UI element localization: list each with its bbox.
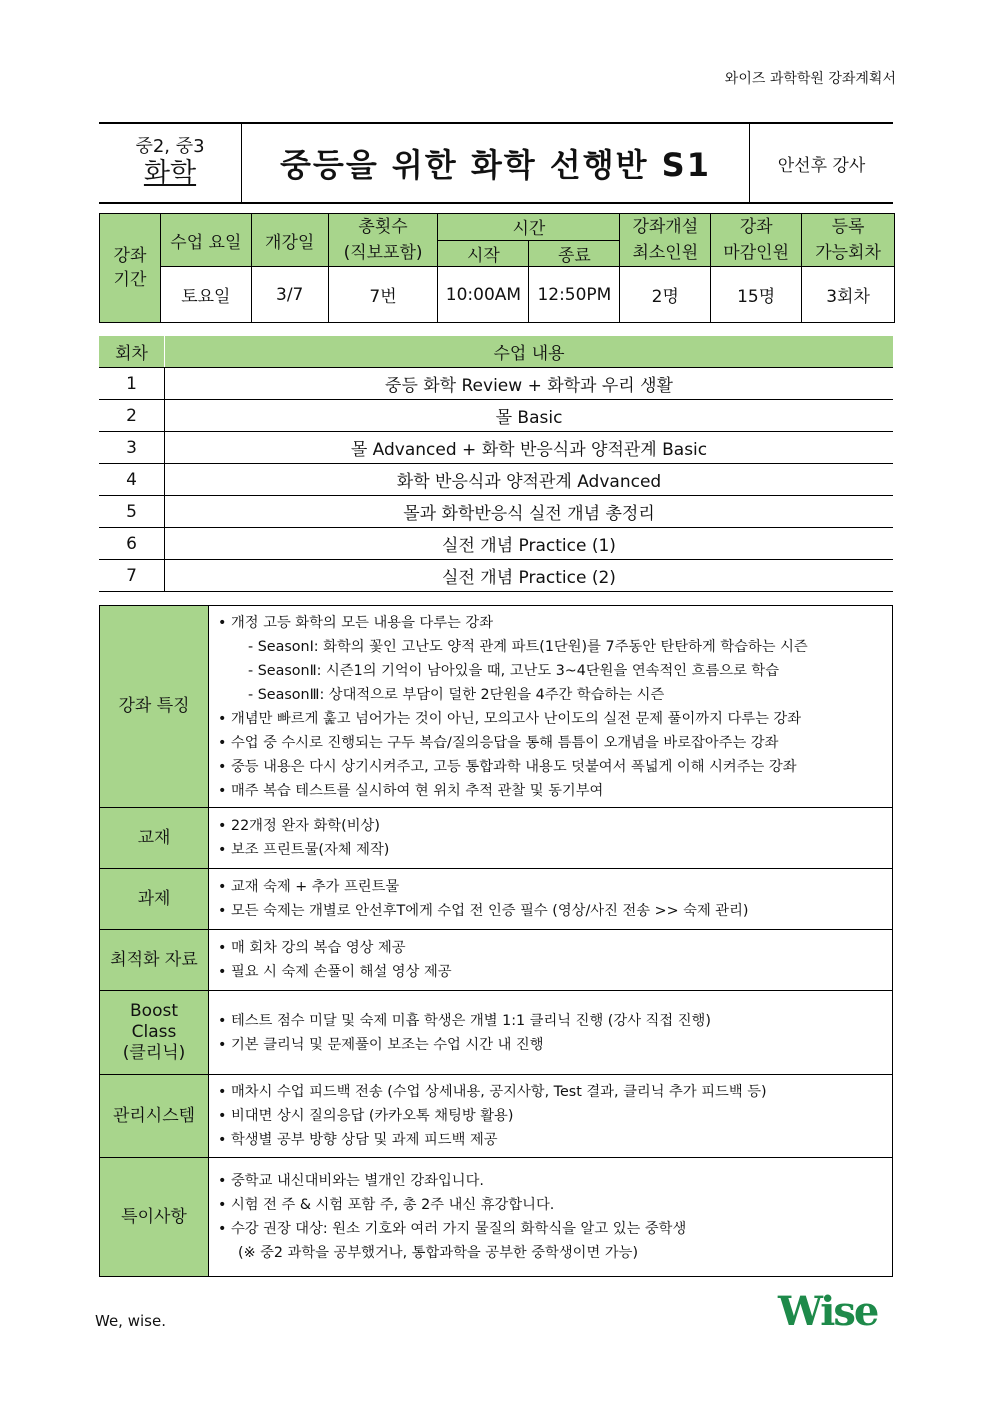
- list-item: • 수강 권장 대상: 원소 기호와 여러 가지 물질의 화학식을 알고 있는 중학생: [218, 1221, 687, 1237]
- max-header-line2: 마감인원: [723, 243, 789, 263]
- session-content: 실전 개념 Practice (2): [165, 560, 894, 592]
- table-row: [99, 368, 893, 400]
- list-item: • 개정 고등 화학의 모든 내용을 다루는 강좌: [218, 614, 494, 631]
- session-number: 3: [99, 432, 165, 464]
- course-title-cell: [242, 124, 750, 202]
- boost-label-line1: Boost: [130, 1001, 178, 1021]
- list-item: • 매 회차 강의 복습 영상 제공: [218, 940, 406, 956]
- footer-slogan: We, wise.: [95, 1312, 166, 1330]
- list-item: • 중학교 내신대비와는 별개인 강좌입니다.: [218, 1173, 484, 1189]
- day-header: 수업 요일: [160, 214, 251, 267]
- list-item: • 시험 전 주 & 시험 포함 주, 총 2주 내신 휴강합니다.: [218, 1197, 555, 1213]
- list-item: • 모든 숙제는 개별로 안선후T에게 수업 전 인증 필수 (영상/사진 전송 >> 숙제 관리): [218, 903, 749, 919]
- list-item: • 수업 중 수시로 진행되는 구두 복습/질의응답을 통해 틈틈이 오개념을 바로잡아주는 강좌: [218, 734, 779, 751]
- total-sessions-header: [328, 214, 438, 267]
- list-item: • 비대면 상시 질의응답 (카카오톡 채팅방 활용): [218, 1108, 514, 1124]
- list-item: • 기본 클리닉 및 문제풀이 보조는 수업 시간 내 진행: [218, 1036, 544, 1053]
- min-enrollment-value: 2명: [620, 267, 711, 323]
- list-item: - SeasonⅡ: 시즌1의 기억이 남아있을 때, 고난도 3~4단원을 연속적인 흐름으로 학습: [248, 662, 780, 679]
- table-row: [99, 528, 893, 560]
- course-title: 중등을 위한 화학 선행반 S1: [280, 146, 711, 184]
- enroll-header-line2: 가능회차: [815, 243, 881, 263]
- max-header-line1: 강좌: [739, 217, 773, 237]
- session-number: 1: [99, 368, 165, 400]
- list-item: • 중등 내용은 다시 상기시켜주고, 고등 통합과학 내용도 덧붙여서 폭넓게 이해 시켜주는 강좌: [218, 758, 797, 775]
- subject-label: 화학: [143, 158, 197, 189]
- min-header-line1: 강좌개설: [632, 217, 699, 237]
- title-block: [99, 122, 893, 204]
- enrollable-session-value: 3회차: [802, 267, 895, 323]
- list-item: (※ 중2 과학을 공부했거나, 통합과학을 공부한 중학생이면 가능): [238, 1245, 639, 1261]
- boost-class-label: [100, 991, 209, 1075]
- wise-logo: [776, 1289, 896, 1333]
- grade-subject-cell: [99, 124, 242, 202]
- table-row: [99, 496, 893, 528]
- list-item: • 매차시 수업 피드백 전송 (수업 상세내용, 공지사항, Test 결과, 클리닉 추가 피드백 등): [218, 1084, 767, 1100]
- textbook-body: [209, 808, 893, 869]
- boost-class-body: [209, 991, 893, 1075]
- session-content-header: 수업 내용: [165, 336, 894, 368]
- notes-body: [209, 1158, 893, 1277]
- enrollable-session-header: [802, 214, 895, 267]
- instructor-cell: [750, 124, 893, 202]
- table-row: [99, 464, 893, 496]
- sessions-table: [99, 336, 893, 592]
- boost-label-line3: (클리닉): [122, 1043, 186, 1063]
- notes-label: 특이사항: [100, 1158, 209, 1277]
- enroll-header-line1: 등록: [831, 217, 865, 237]
- boost-label-line2: Class: [131, 1022, 177, 1042]
- features-label: 강좌 특징: [100, 606, 209, 808]
- max-enrollment-header: [711, 214, 802, 267]
- session-content: 몰과 화학반응식 실전 개념 총정리: [165, 496, 894, 528]
- session-number: 7: [99, 560, 165, 592]
- homework-label: 과제: [100, 869, 209, 930]
- time-start-value: 10:00AM: [438, 267, 529, 323]
- list-item: • 22개정 완자 화학(비상): [218, 818, 380, 834]
- total-sessions-value: 7번: [328, 267, 438, 323]
- start-date-header: 개강일: [251, 214, 328, 267]
- min-header-line2: 최소인원: [632, 243, 699, 263]
- start-date-value: 3/7: [251, 267, 328, 323]
- table-row: [99, 400, 893, 432]
- time-header: 시간: [438, 214, 620, 241]
- session-content: 중등 화학 Review + 화학과 우리 생활: [165, 368, 894, 400]
- session-number: 4: [99, 464, 165, 496]
- features-body: [209, 606, 893, 808]
- list-item: • 보조 프린트물(자체 제작): [218, 842, 390, 858]
- materials-label: 최적화 자료: [100, 930, 209, 991]
- homework-body: [209, 869, 893, 930]
- instructor-name: 안선후 강사: [777, 155, 866, 176]
- time-end-header: 종료: [529, 240, 620, 267]
- total-header-line1: 총횟수: [358, 217, 408, 237]
- logo-text: Wise: [778, 1289, 878, 1333]
- grade-label: 중2, 중3: [135, 136, 205, 157]
- time-end-value: 12:50PM: [529, 267, 620, 323]
- period-label: [100, 214, 161, 323]
- details-table: [99, 605, 893, 1277]
- management-body: [209, 1075, 893, 1158]
- list-item: • 필요 시 숙제 손풀이 해설 영상 제공: [218, 964, 452, 980]
- schedule-table: [99, 213, 895, 323]
- list-item: - SeasonⅠ: 화학의 꽃인 고난도 양적 관계 파트(1단원)를 7주동안 탄탄하게 학습하는 시즌: [248, 638, 808, 655]
- list-item: • 개념만 빠르게 훑고 넘어가는 것이 아닌, 모의고사 난이도의 실전 문제 풀이까지 다루는 강좌: [218, 710, 802, 727]
- session-number: 5: [99, 496, 165, 528]
- max-enrollment-value: 15명: [711, 267, 802, 323]
- list-item: • 매주 복습 테스트를 실시하여 현 위치 추적 관찰 및 동기부여: [218, 782, 604, 799]
- textbook-label: 교재: [100, 808, 209, 869]
- period-label-line2: 기간: [113, 270, 147, 290]
- list-item: • 테스트 점수 미달 및 숙제 미흡 학생은 개별 1:1 클리닉 진행 (강사 직접 진행): [218, 1012, 711, 1029]
- materials-body: [209, 930, 893, 991]
- table-row: [99, 432, 893, 464]
- list-item: • 교재 숙제 + 추가 프린트물: [218, 879, 400, 895]
- min-enrollment-header: [620, 214, 711, 267]
- table-row: [99, 560, 893, 592]
- total-header-line2: (직보포함): [343, 243, 423, 263]
- session-number: 2: [99, 400, 165, 432]
- session-number-header: 회차: [99, 336, 165, 368]
- list-item: - SeasonⅢ: 상대적으로 부담이 덜한 2단원을 4주간 학습하는 시즌: [248, 686, 665, 703]
- session-content: 몰 Basic: [165, 400, 894, 432]
- session-content: 몰 Advanced + 화학 반응식과 양적관계 Basic: [165, 432, 894, 464]
- document-header: 와이즈 과학학원 강좌계획서: [724, 71, 896, 87]
- time-start-header: 시작: [438, 240, 529, 267]
- list-item: • 학생별 공부 방향 상담 및 과제 피드백 제공: [218, 1132, 498, 1148]
- session-content: 실전 개념 Practice (1): [165, 528, 894, 560]
- session-number: 6: [99, 528, 165, 560]
- session-content: 화학 반응식과 양적관계 Advanced: [165, 464, 894, 496]
- management-label: 관리시스템: [100, 1075, 209, 1158]
- period-label-line1: 강좌: [113, 246, 147, 266]
- day-value: 토요일: [160, 267, 251, 323]
